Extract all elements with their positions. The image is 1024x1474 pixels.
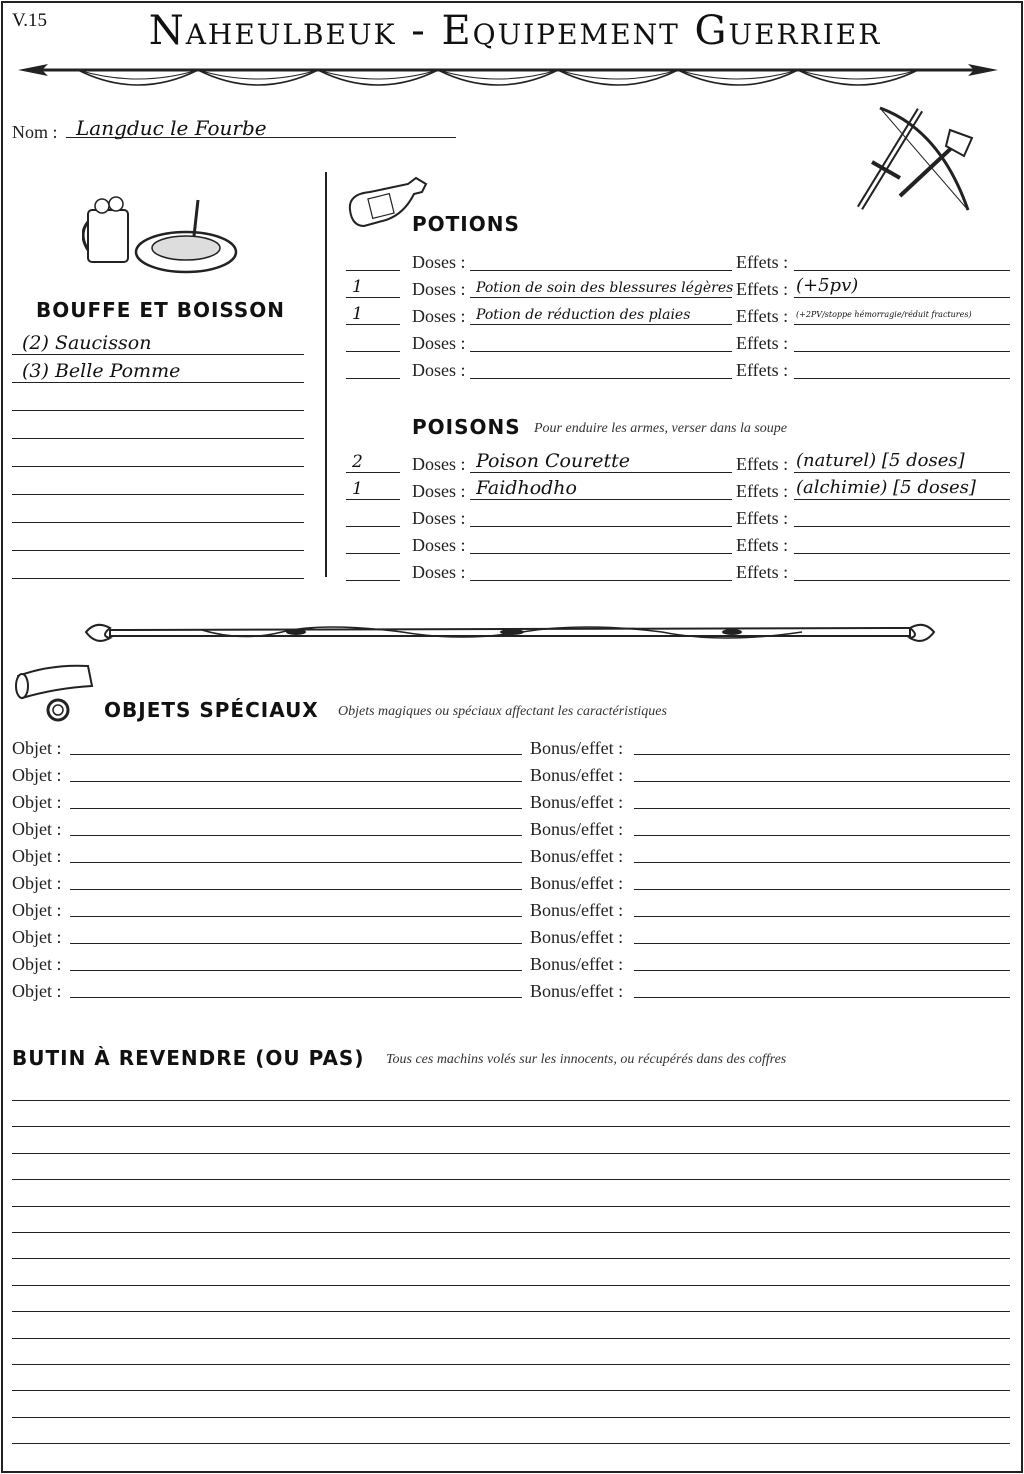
bonus-label: Bonus/effet : <box>530 981 624 1001</box>
food-line[interactable] <box>12 550 304 551</box>
loot-line[interactable] <box>12 1390 1010 1391</box>
objet-label: Objet : <box>12 981 62 1001</box>
potions-count-line[interactable] <box>346 324 400 325</box>
special-heading: OBJETS SPÉCIAUX <box>104 698 319 722</box>
potions-effect-line[interactable] <box>794 324 1010 325</box>
loot-line[interactable] <box>12 1179 1010 1180</box>
poisons-effect-line[interactable] <box>794 580 1010 581</box>
bonus-label: Bonus/effet : <box>530 873 624 893</box>
potions-effect: (+5pv) <box>796 275 859 296</box>
poisons-doses-label: Doses : <box>412 454 466 474</box>
potions-doses-label: Doses : <box>412 306 466 326</box>
poisons-effets-label: Effets : <box>736 508 789 528</box>
potions-effets-label: Effets : <box>736 360 789 380</box>
loot-line[interactable] <box>12 1364 1010 1365</box>
potions-name-line[interactable] <box>470 270 732 271</box>
food-line[interactable] <box>12 578 304 579</box>
objet-field[interactable] <box>70 943 522 944</box>
poisons-count-line[interactable] <box>346 580 400 581</box>
poisons-count: 2 <box>352 452 363 472</box>
poisons-count: 1 <box>352 479 363 499</box>
bonus-field[interactable] <box>634 943 1010 944</box>
name-label: Nom : <box>12 122 58 142</box>
potions-doses-label: Doses : <box>412 279 466 299</box>
bonus-label: Bonus/effet : <box>530 738 624 758</box>
bonus-label: Bonus/effet : <box>530 819 624 839</box>
poisons-count-line[interactable] <box>346 526 400 527</box>
poisons-name-line[interactable] <box>470 526 732 527</box>
objet-label: Objet : <box>12 954 62 974</box>
potions-effets-label: Effets : <box>736 333 789 353</box>
poisons-doses-label: Doses : <box>412 562 466 582</box>
food-line[interactable] <box>12 410 304 411</box>
weapons-icon <box>850 100 980 218</box>
page-title: Naheulbeuk - Equipement Guerrier <box>148 8 882 54</box>
potions-name-line[interactable] <box>470 351 732 352</box>
spear-divider-top-icon <box>8 52 1008 94</box>
objet-label: Objet : <box>12 738 62 758</box>
potions-doses-label: Doses : <box>412 333 466 353</box>
bonus-field[interactable] <box>634 754 1010 755</box>
poisons-effect-line[interactable] <box>794 499 1010 500</box>
bonus-label: Bonus/effet : <box>530 900 624 920</box>
special-subtitle: Objets magiques ou spéciaux affectant les caractéristiques <box>338 704 667 719</box>
poisons-subtitle: Pour enduire les armes, verser dans la soupe <box>534 421 788 436</box>
poisons-count-line[interactable] <box>346 553 400 554</box>
food-line[interactable] <box>12 354 304 355</box>
objet-field[interactable] <box>70 970 522 971</box>
food-item: (3) Belle Pomme <box>22 360 181 382</box>
food-line[interactable] <box>12 522 304 523</box>
potions-effets-label: Effets : <box>736 252 789 272</box>
food-line[interactable] <box>12 466 304 467</box>
loot-subtitle: Tous ces machins volés sur les innocents, ou récupérés dans des coffres <box>386 1052 787 1067</box>
objet-label: Objet : <box>12 765 62 785</box>
potions-effect-line[interactable] <box>794 351 1010 352</box>
poisons-effets-label: Effets : <box>736 454 789 474</box>
name-value: Langduc le Fourbe <box>76 116 267 140</box>
poisons-effets-label: Effets : <box>736 562 789 582</box>
food-heading: BOUFFE ET BOISSON <box>36 298 286 322</box>
food-drink-icon <box>82 192 240 278</box>
bonus-field[interactable] <box>634 781 1010 782</box>
food-line[interactable] <box>12 438 304 439</box>
loot-line[interactable] <box>12 1258 1010 1259</box>
poisons-name: Faidhodho <box>476 477 577 499</box>
loot-line[interactable] <box>12 1443 1010 1444</box>
objet-field[interactable] <box>70 781 522 782</box>
bonus-field[interactable] <box>634 997 1010 998</box>
potions-effect-line[interactable] <box>794 270 1010 271</box>
potions-effect-line[interactable] <box>794 297 1010 298</box>
bonus-field[interactable] <box>634 970 1010 971</box>
bonus-label: Bonus/effet : <box>530 846 624 866</box>
objet-label: Objet : <box>12 900 62 920</box>
food-line[interactable] <box>12 494 304 495</box>
potions-doses-label: Doses : <box>412 252 466 272</box>
poisons-effect: (alchimie) [5 doses] <box>796 477 976 498</box>
bonus-field[interactable] <box>634 835 1010 836</box>
loot-line[interactable] <box>12 1417 1010 1418</box>
potions-count: 1 <box>352 277 363 297</box>
objet-label: Objet : <box>12 873 62 893</box>
objet-field[interactable] <box>70 754 522 755</box>
bonus-field[interactable] <box>634 889 1010 890</box>
loot-line[interactable] <box>12 1206 1010 1207</box>
loot-heading: BUTIN À REVENDRE (OU PAS) <box>12 1046 365 1070</box>
poisons-name-line[interactable] <box>470 472 732 473</box>
potions-name-line[interactable] <box>470 324 732 325</box>
potions-name-line[interactable] <box>470 378 732 379</box>
version-label: V.15 <box>12 10 48 31</box>
potions-count-line[interactable] <box>346 378 400 379</box>
potions-name: Potion de réduction des plaies <box>476 307 691 323</box>
poisons-effect-line[interactable] <box>794 526 1010 527</box>
poisons-effect-line[interactable] <box>794 553 1010 554</box>
poisons-count-line[interactable] <box>346 472 400 473</box>
bonus-label: Bonus/effet : <box>530 792 624 812</box>
poisons-name-line[interactable] <box>470 499 732 500</box>
loot-line[interactable] <box>12 1285 1010 1286</box>
poisons-name-line[interactable] <box>470 553 732 554</box>
poisons-effect-line[interactable] <box>794 472 1010 473</box>
poisons-name-line[interactable] <box>470 580 732 581</box>
poisons-effets-label: Effets : <box>736 481 789 501</box>
poisons-effect: (naturel) [5 doses] <box>796 450 965 471</box>
potions-count-line[interactable] <box>346 351 400 352</box>
staff-divider-icon <box>82 616 938 650</box>
poisons-doses-label: Doses : <box>412 508 466 528</box>
loot-line[interactable] <box>12 1100 1010 1101</box>
potions-effets-label: Effets : <box>736 306 789 326</box>
potions-count-line[interactable] <box>346 297 400 298</box>
scroll-ring-icon <box>10 656 100 726</box>
potions-count: 1 <box>352 304 363 324</box>
objet-field[interactable] <box>70 997 522 998</box>
objet-field[interactable] <box>70 889 522 890</box>
potions-heading: POTIONS <box>412 212 520 236</box>
objet-label: Objet : <box>12 819 62 839</box>
objet-field[interactable] <box>70 916 522 917</box>
potions-effect: (+2PV/stoppe hémorragie/réduit fractures) <box>796 310 972 319</box>
potions-doses-label: Doses : <box>412 360 466 380</box>
bonus-field[interactable] <box>634 808 1010 809</box>
bonus-label: Bonus/effet : <box>530 927 624 947</box>
objet-label: Objet : <box>12 927 62 947</box>
bonus-label: Bonus/effet : <box>530 954 624 974</box>
poisons-doses-label: Doses : <box>412 535 466 555</box>
poisons-count-line[interactable] <box>346 499 400 500</box>
bonus-field[interactable] <box>634 862 1010 863</box>
objet-field[interactable] <box>70 835 522 836</box>
objet-label: Objet : <box>12 846 62 866</box>
potions-name: Potion de soin des blessures légères <box>476 280 734 296</box>
loot-line[interactable] <box>12 1126 1010 1127</box>
objet-label: Objet : <box>12 792 62 812</box>
potions-effect-line[interactable] <box>794 378 1010 379</box>
potions-count-line[interactable] <box>346 270 400 271</box>
potions-effets-label: Effets : <box>736 279 789 299</box>
objet-field[interactable] <box>70 862 522 863</box>
loot-line[interactable] <box>12 1338 1010 1339</box>
bonus-label: Bonus/effet : <box>530 765 624 785</box>
column-divider <box>325 172 327 577</box>
objet-field[interactable] <box>70 808 522 809</box>
food-item: (2) Saucisson <box>22 332 152 354</box>
poisons-name: Poison Courette <box>476 450 631 472</box>
bonus-field[interactable] <box>634 916 1010 917</box>
potions-name-line[interactable] <box>470 297 732 298</box>
loot-line[interactable] <box>12 1153 1010 1154</box>
poisons-doses-label: Doses : <box>412 481 466 501</box>
poisons-heading: POISONS <box>412 415 521 439</box>
food-line[interactable] <box>12 382 304 383</box>
loot-line[interactable] <box>12 1232 1010 1233</box>
loot-line[interactable] <box>12 1311 1010 1312</box>
poisons-effets-label: Effets : <box>736 535 789 555</box>
